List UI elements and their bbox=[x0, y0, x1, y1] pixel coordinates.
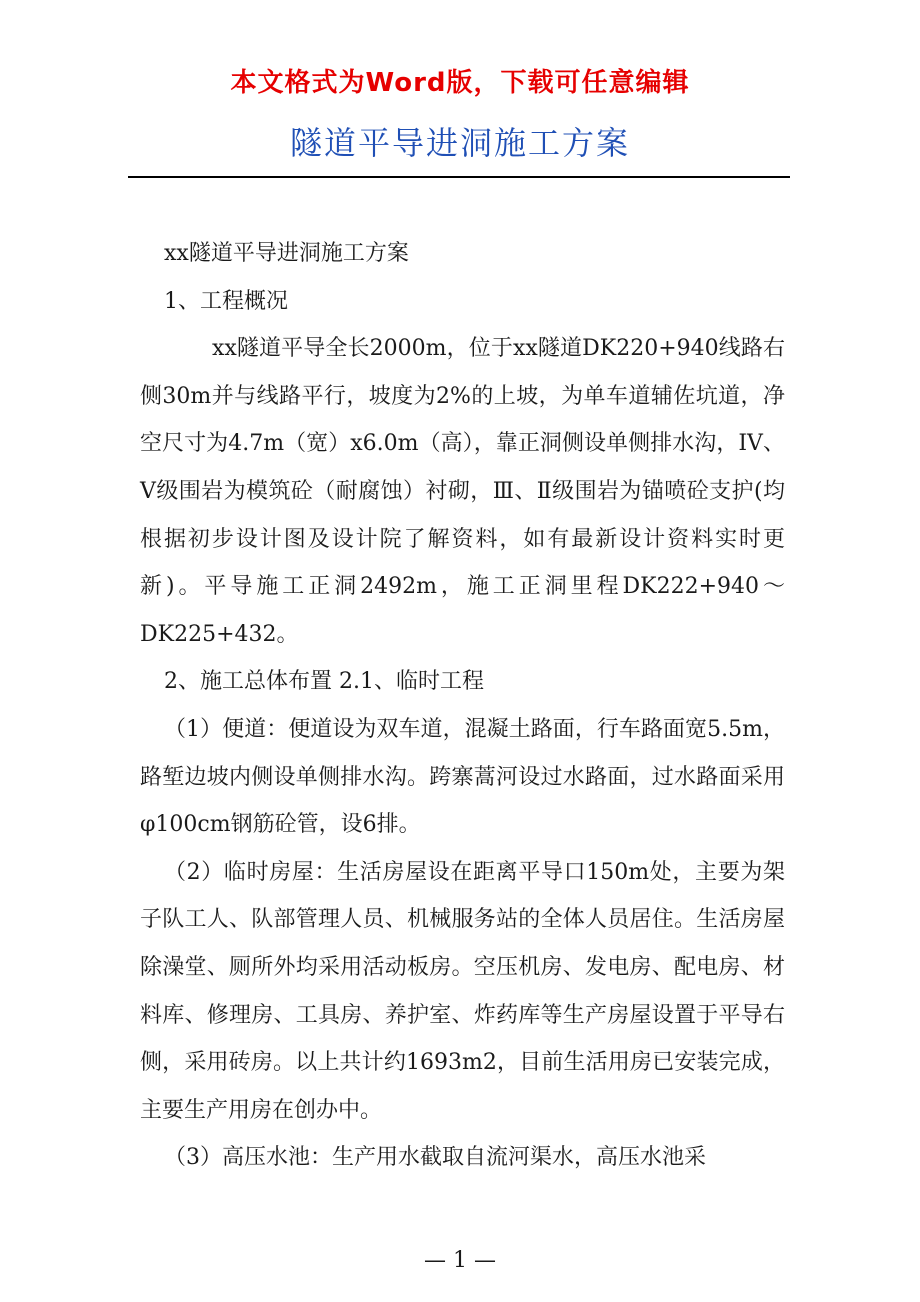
section-2-heading: 2、施工总体布置 2.1、临时工程 bbox=[164, 669, 484, 695]
document-title: 隧道平导进洞施工方案 bbox=[289, 124, 630, 162]
section-1-paragraph: xx隧道平导全长2000m，位于xx隧道DK220+940线路右侧30m并与线路平行，坡度为2%的上坡，为单车道辅佐坑道，净空尺寸为4.7m（宽）x6.0m（高），靠正洞侧设单侧排水沟，IV、V级围岩为模筑砼（耐腐蚀）衬砌，Ⅲ、Ⅱ级围岩为锚喷砼支护(均根据初步设计图及设计院了解资料，如有最新设计资料实时更新)。平导施工正洞2492m，施工正洞里程DK222+940～DK225+432。 bbox=[140, 336, 785, 647]
title-divider bbox=[128, 176, 790, 178]
format-banner: 本文格式为Word版，下载可任意编辑 bbox=[230, 68, 690, 98]
section-1-heading: 1、工程概况 bbox=[164, 288, 288, 314]
document-body bbox=[140, 230, 785, 1182]
item-3-paragraph: （3）高压水池：生产用水截取自流河渠水，高压水池采 bbox=[164, 1145, 706, 1171]
page-number: — 1 — bbox=[424, 1248, 496, 1273]
body-subtitle: xx隧道平导进洞施工方案 bbox=[164, 241, 409, 266]
item-2-paragraph: （2）临时房屋：生活房屋设在距离平导口150m处，主要为架子队工人、队部管理人员、机械服务站的全体人员居住。生活房屋除澡堂、厕所外均采用活动板房。空压机房、发电房、配电房、材料库、修理房、工具房、养护室、炸药库等生产房屋设置于平导右侧，采用砖房。以上共计约1693m2，目前生活用房已安装完成，主要生产用房在创办中。 bbox=[140, 859, 785, 1123]
item-1-paragraph: （1）便道：便道设为双车道，混凝土路面，行车路面宽5.5m，路堑边坡内侧设单侧排水沟。跨寨蒿河设过水路面，过水路面采用φ100cm钢筋砼管，设6排。 bbox=[140, 716, 785, 838]
